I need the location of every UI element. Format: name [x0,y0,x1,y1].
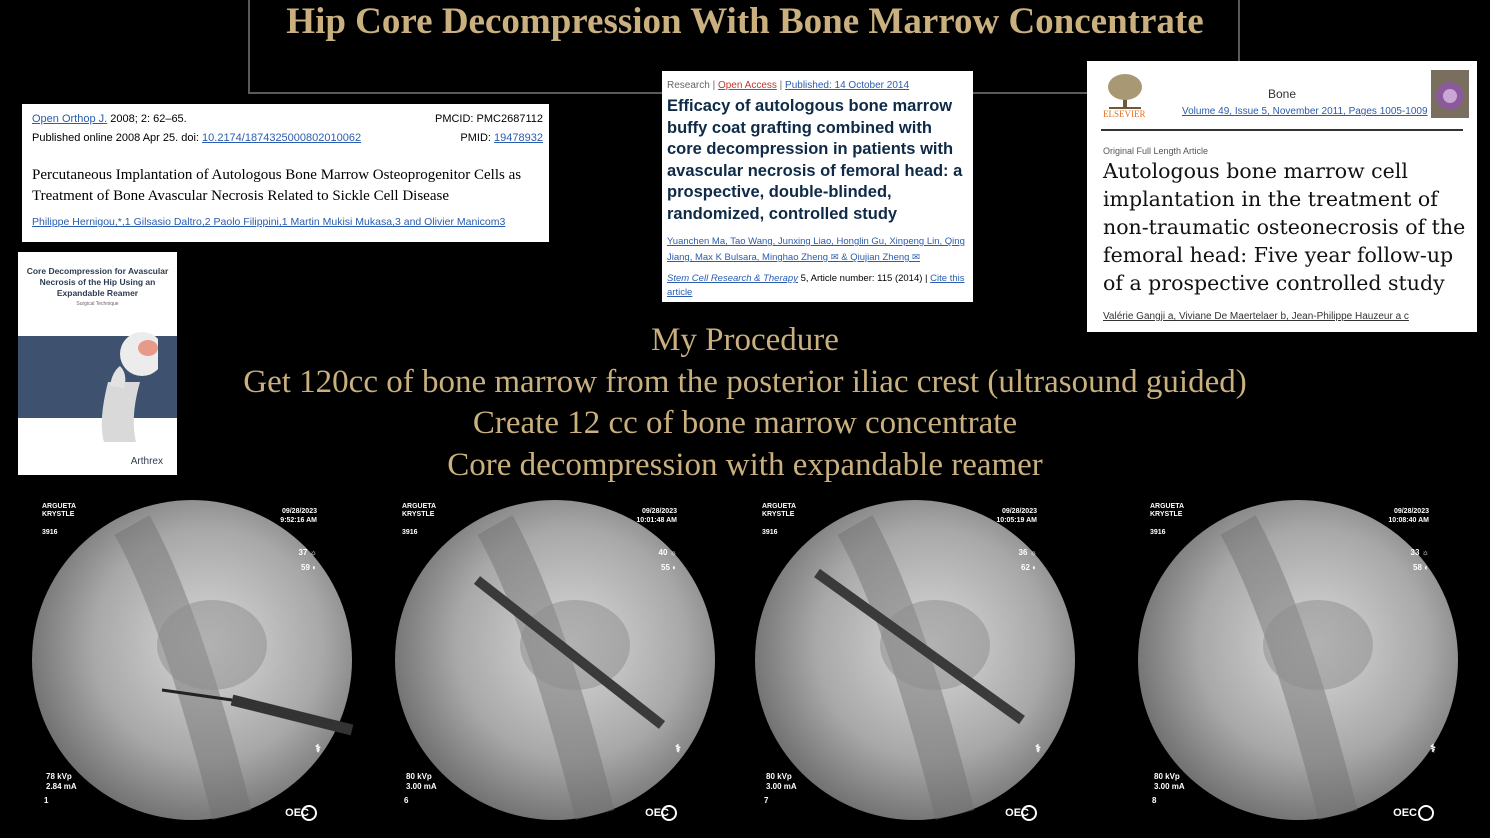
article-label: Research [667,80,710,91]
ma-value: 3.00 mA [766,782,797,791]
publisher-logo: ELSEVIER [1103,109,1146,119]
patient-id: 3916 [762,529,778,536]
doi-link[interactable]: 10.2174/1874325000802010062 [202,132,362,144]
image-time: 9:52:16 AM [280,517,317,524]
kvp-value: 80 kVp [766,772,792,781]
procedure-step: Create 12 cc of bone marrow concentrate [472,405,1018,441]
image-date: 09/28/2023 [641,508,677,515]
contrast-value: 59 ◐ [301,563,317,572]
published-date: Published online 2008 Apr 25. doi: [32,132,203,144]
booklet-subtitle: Surgical Technique [76,301,119,307]
journal-name: Bone [1267,87,1297,101]
patient-position-icon: ⚕ [675,743,681,755]
article-card-ma: Research | Open Access | Published: 14 October 2014 Efficacy of autologous bone marrow buffy coat grafting combined with core decompression in patients with avascular necrosis of femoral head: a prospective, double-blinded, randomized, controlled study Yuanchen Ma, Tao Wang, Junxing Liao, Honglin Gu, Xinpeng Lin, Qing Jiang, Max K Bulsara, Minghao Zheng ✉ & Qiujian Zheng ✉ Stem Cell Research & Therapy 5, Article number: 115 (2014) | Cite this article [662,71,973,302]
brightness-value: 33 ☼ [1410,548,1429,557]
contrast-value: 55 ◐ [661,563,677,572]
scanner-brand: OEC [285,807,309,819]
patient-id: 3916 [402,529,418,536]
author-list[interactable]: Yuanchen Ma, Tao Wang, Junxing Liao, Honglin Gu, Xinpeng Lin, Qing Jiang, Max K Bulsara, Minghao Zheng ✉ & Qiujian Zheng ✉ [667,236,965,263]
procedure-heading: My Procedure [651,322,839,358]
slide-title: Hip Core Decompression With Bone Marrow Concentrate [286,1,1204,42]
brightness-value: 36 ☼ [1018,548,1037,557]
ge-logo-icon [301,805,317,821]
image-time: 10:01:48 AM [636,517,677,524]
ma-value: 3.00 mA [406,782,437,791]
volume-link[interactable]: Volume 49, Issue 5, November 2011, Pages 1005-1009 [1182,106,1428,117]
article-card-hernigou [22,104,549,242]
cite-link[interactable]: Cite this article [667,273,965,298]
image-number: 8 [1152,796,1157,805]
article-title: Percutaneous Implantation of Autologous Bone Marrow Osteoprogenitor Cells as Treatment of Bone Avascular Necrosis Related to Sickle Cell Disease [32,167,522,204]
procedure-section [0,320,1490,486]
pmid-link[interactable]: 19478932 [494,132,543,144]
contrast-value: 62 ◐ [1021,563,1037,572]
ge-logo-icon [661,805,677,821]
patient-name: ARGUETA KRYSTLE [402,503,437,518]
procedure-step: Get 120cc of bone marrow from the posterior iliac crest (ultrasound guided) [243,363,1247,400]
fluoroscopy-image [362,495,719,830]
booklet-title: Core Decompression for Avascular Necrosis of the Hip Using an Expandable Reamer [26,266,169,298]
author-list[interactable]: Philippe Hernigou,*,1 Gilsasio Daltro,2 Paolo Filippini,1 Martin Mukisi Mukasa,3 and Olivier Manicom3 [32,216,506,228]
article-card-gangji [1087,61,1477,332]
pmcid: PMCID: PMC2687112 [434,113,543,125]
brand-logo: Arthrex [130,456,163,467]
article-details: 5, Article number: 115 (2014) [797,273,923,284]
published-link[interactable]: Published: 14 October 2014 [785,80,910,91]
patient-id: 3916 [42,529,58,536]
kvp-value: 80 kVp [1154,772,1180,781]
open-access-link[interactable]: Open Access [717,80,777,91]
ge-logo-icon [1418,805,1434,821]
cover-graphic-icon [1431,70,1469,118]
scanner-brand: OEC [1393,807,1417,819]
fluoroscopy-image [2,495,359,830]
article-title: Autologous bone marrow cell implantation in the treatment of non-traumatic osteonecrosis of the femoral head: Five year follow-up of a prospective controlled study [1103,159,1466,295]
journal-cover-image [1431,70,1469,118]
patient-name: ARGUETA KRYSTLE [42,503,77,518]
citation: 2008; 2: 62–65. [107,113,187,125]
image-time: 10:05:19 AM [996,517,1037,524]
ma-value: 2.84 mA [46,782,77,791]
ge-logo-icon [1021,805,1037,821]
patient-name: ARGUETA KRYSTLE [1150,503,1185,518]
contrast-value: 58 ◐ [1413,563,1429,572]
patient-position-icon: ⚕ [315,743,321,755]
procedure-step: Core decompression with expandable reamer [447,446,1043,483]
patient-position-icon: ⚕ [1430,743,1436,755]
journal-link[interactable]: Stem Cell Research & Therapy [667,273,798,284]
article-title: Efficacy of autologous bone marrow buffy coat grafting combined with core decompression in patients with avascular necrosis of femoral head: a prospective, double-blinded, randomized, controlled study [667,97,963,223]
kvp-value: 78 kVp [46,772,72,781]
patient-name: ARGUETA KRYSTLE [762,503,797,518]
image-time: 10:08:40 AM [1388,517,1429,524]
kvp-value: 80 kVp [406,772,432,781]
image-number: 6 [404,796,409,805]
article-type: Original Full Length Article [1103,146,1209,156]
image-date: 09/28/2023 [281,508,317,515]
fluoroscopy-image [722,495,1079,830]
divider [1101,129,1463,131]
ma-value: 3.00 mA [1154,782,1185,791]
author-list[interactable]: Valérie Gangji a, Viviane De Maertelaer b, Jean-Philippe Hauzeur a c [1103,311,1409,322]
brightness-value: 40 ☼ [658,548,677,557]
fluoroscopy-image [1110,495,1467,830]
image-number: 1 [44,796,49,805]
image-date: 09/28/2023 [1393,508,1429,515]
pmid-label: PMID: [460,132,495,144]
image-date: 09/28/2023 [1001,508,1037,515]
patient-id: 3916 [1150,529,1166,536]
patient-position-icon: ⚕ [1035,743,1041,755]
brightness-value: 37 ☼ [298,548,317,557]
scanner-brand: OEC [645,807,669,819]
image-number: 7 [764,796,769,805]
journal-link[interactable]: Open Orthop J. [32,113,108,125]
scanner-brand: OEC [1005,807,1029,819]
